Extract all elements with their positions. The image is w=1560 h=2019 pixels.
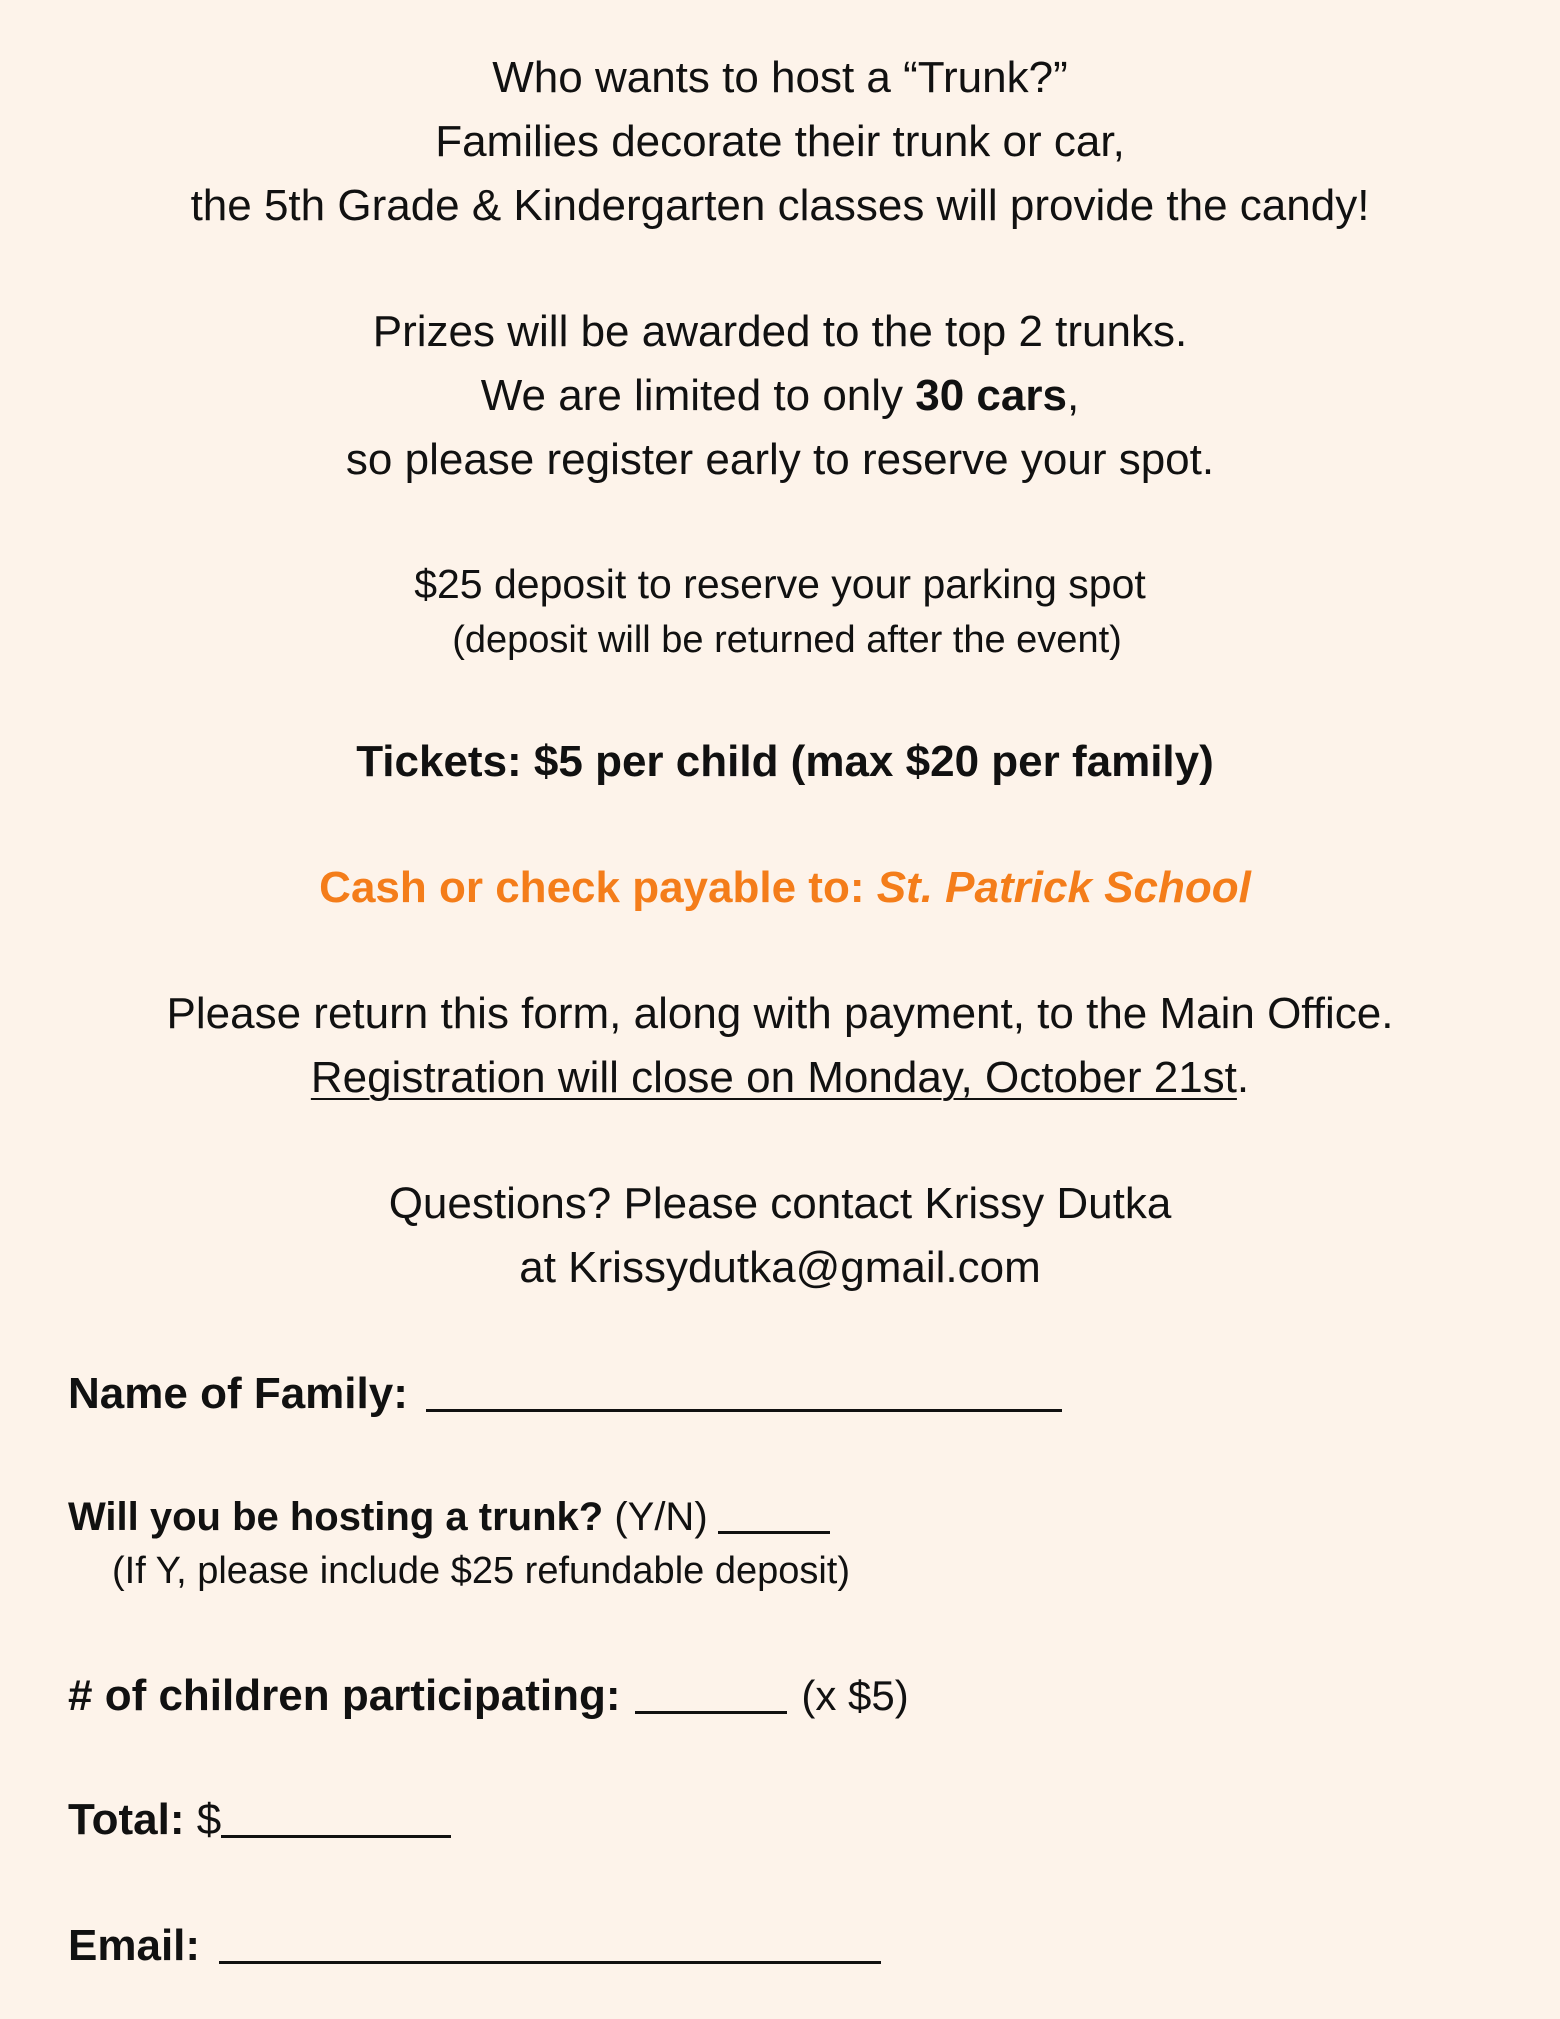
hosting-note: (If Y, please include $25 refundable deposit) [112,1550,851,1592]
contact-section [0,1172,1560,1300]
deposit-line-2: (deposit will be returned after the event) [452,619,1122,661]
children-count-field[interactable] [635,1710,787,1714]
contact-email: at Krissydutka@gmail.com [519,1243,1041,1292]
email-field[interactable] [219,1960,881,1964]
payment-section [0,856,1560,920]
intro-section [0,46,1560,238]
payment-payee: St. Patrick School [876,863,1251,912]
tickets-text: Tickets: $5 per child (max $20 per family) [356,737,1214,786]
intro-line-3: the 5th Grade & Kindergarten classes will provide the candy! [190,181,1370,230]
payment-prefix: Cash or check payable to: [319,863,877,912]
return-line-2-post: . [1236,1053,1250,1102]
prizes-line-2-post: , [1066,371,1080,420]
family-name-row [68,1364,1488,1434]
total-field[interactable] [221,1834,451,1838]
deposit-line-1: $25 deposit to reserve your parking spot [414,561,1146,607]
hosting-yn: (Y/N) [603,1495,708,1539]
return-line-2 [0,1046,1560,1110]
children-row [68,1666,1488,1736]
hosting-note-row [112,1546,1532,1604]
total-row [68,1790,1488,1860]
return-section [0,982,1560,1110]
email-row [68,1916,1488,1986]
total-label: Total: [68,1795,185,1844]
prizes-line-2-pre: We are limited to only [480,371,916,420]
registration-deadline: Registration will close on Monday, October 21st [310,1053,1237,1102]
prizes-section [0,300,1560,492]
hosting-row [68,1490,1488,1553]
prizes-line-2 [0,364,1560,428]
family-name-label: Name of Family: [68,1369,408,1418]
total-currency: $ [184,1795,222,1844]
email-label: Email: [68,1921,201,1970]
deposit-section [0,556,1560,668]
payment-line [10,856,1560,920]
return-line-1: Please return this form, along with payment, to the Main Office. [166,989,1394,1038]
children-label: # of children participating: [68,1671,621,1720]
car-limit: 30 cars [915,371,1067,420]
children-multiplier: (x $5) [801,1672,909,1719]
intro-headline: Who wants to host a “Trunk?” [492,53,1068,102]
hosting-label: Will you be hosting a trunk? [68,1495,604,1539]
hosting-field[interactable] [718,1530,830,1534]
prizes-line-3: so please register early to reserve your spot. [345,435,1215,484]
contact-line-1: Questions? Please contact Krissy Dutka [388,1179,1172,1228]
prizes-line-1: Prizes will be awarded to the top 2 trunks. [372,307,1188,356]
intro-line-2: Families decorate their trunk or car, [435,117,1125,166]
family-name-field[interactable] [426,1408,1062,1412]
tickets-section [0,730,1560,794]
